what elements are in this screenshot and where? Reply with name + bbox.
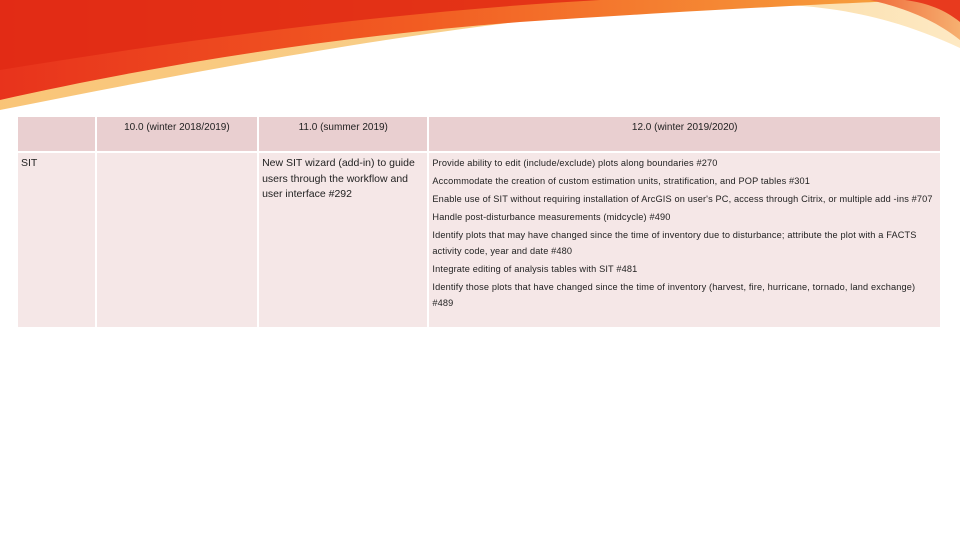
header-cell-v10: 10.0 (winter 2018/2019) — [97, 117, 259, 153]
list-item: Handle post-disturbance measurements (midcycle) #490 — [432, 212, 671, 222]
list-item: Identify plots that may have changed since the time of inventory due to disturbance; attribute the plot with a FACTS activity code, year and date #480 — [432, 230, 917, 256]
list-item: Provide ability to edit (include/exclude) plots along boundaries #270 — [432, 158, 718, 168]
cell-v10 — [97, 153, 259, 327]
list-item: Enable use of SIT without requiring installation of ArcGIS on user's PC, access through Citrix, or multiple add -ins #707 — [432, 194, 933, 204]
table-header-row — [18, 117, 940, 153]
header-cell-v12: 12.0 (winter 2019/2020) — [429, 117, 940, 153]
list-item: Identify those plots that have changed since the time of inventory (harvest, fire, hurricane, tornado, land exchange) #489 — [432, 282, 916, 308]
header-cell-v11: 11.0 (summer 2019) — [259, 117, 429, 153]
header-cell-empty — [18, 117, 97, 153]
decorative-swoosh — [0, 0, 960, 115]
roadmap-table — [18, 117, 940, 327]
cell-v12 — [429, 153, 940, 327]
cell-v11: New SIT wizard (add-in) to guide users through the workflow and user interface #292 — [259, 153, 429, 327]
row-label-sit: SIT — [18, 153, 97, 327]
list-item: Accommodate the creation of custom estimation units, stratification, and POP tables #301 — [432, 176, 811, 186]
list-item: Integrate editing of analysis tables with SIT #481 — [432, 264, 638, 274]
table-row — [18, 153, 940, 327]
